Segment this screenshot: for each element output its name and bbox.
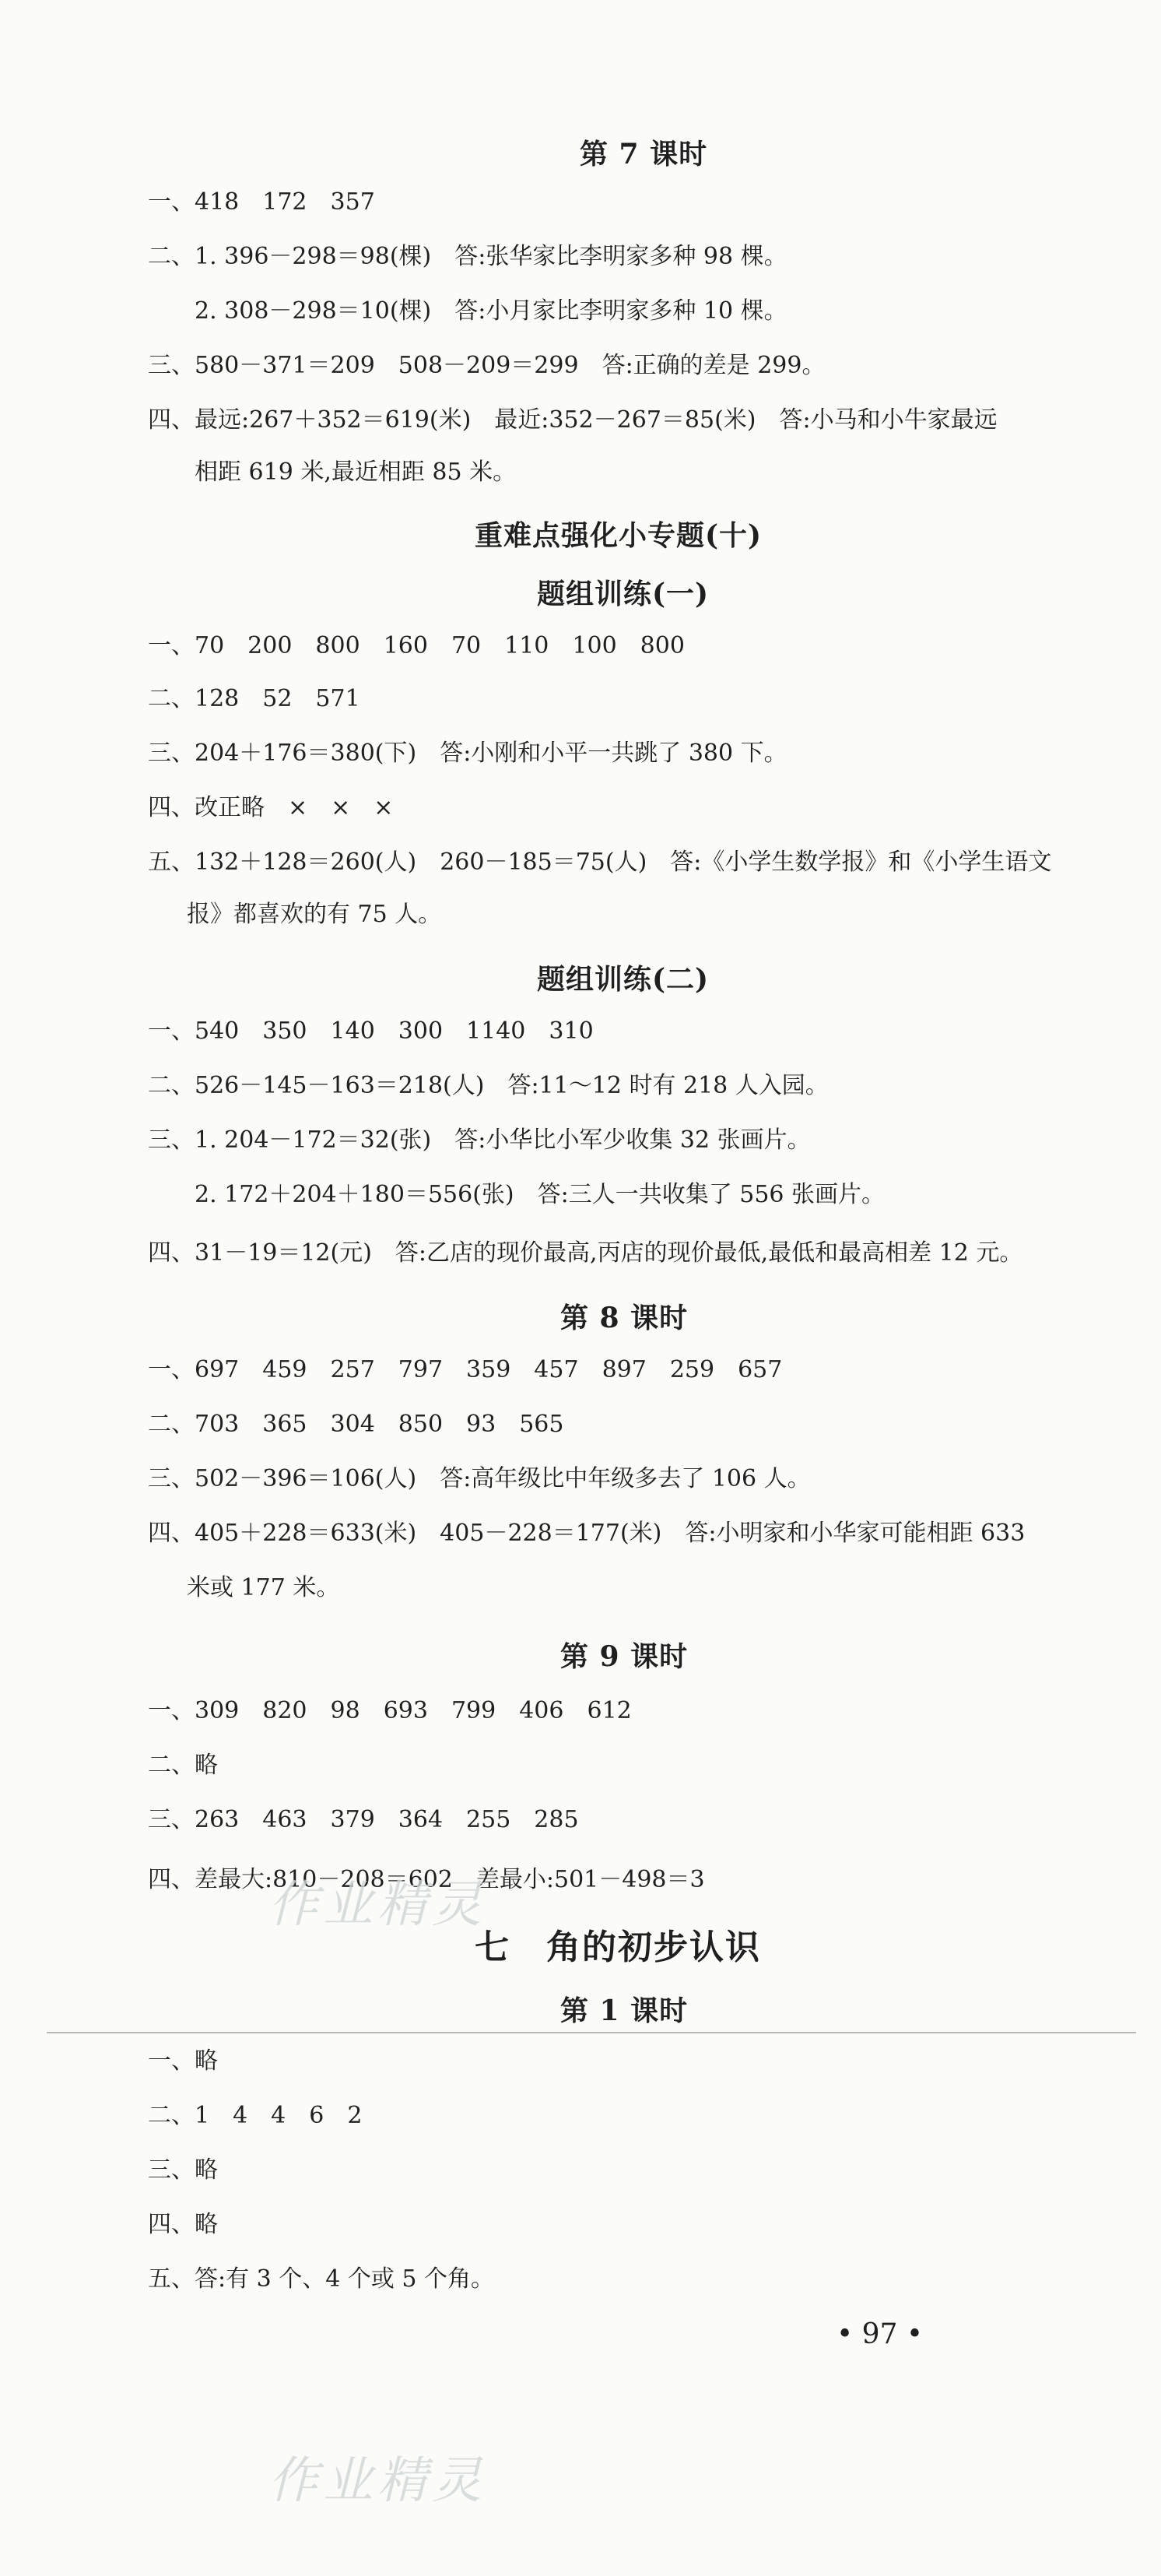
- answer-line: 五、答:有 3 个、4 个或 5 个角。: [148, 2265, 495, 2293]
- answer-line: 二、128 52 571: [148, 685, 360, 712]
- answer-line: 一、309 820 98 693 799 406 612: [148, 1697, 632, 1724]
- answer-line: 相距 619 米,最近相距 85 米。: [195, 459, 517, 486]
- section-title: 第 8 课时: [560, 1302, 689, 1334]
- answer-line: 四、31－19＝12(元) 答:乙店的现价最高,丙店的现价最低,最低和最高相差 12 元。: [148, 1239, 1023, 1267]
- answer-line: 四、改正略 × × ×: [148, 794, 394, 821]
- topic-title: 重难点强化小专题(十): [475, 519, 763, 552]
- divider: [47, 2032, 1136, 2033]
- answer-line: 一、697 459 257 797 359 457 897 259 657: [148, 1356, 783, 1383]
- watermark: 作业精灵: [268, 1876, 486, 1934]
- answer-line: 一、418 172 357: [148, 188, 375, 216]
- answer-line: 二、526－145－163＝218(人) 答:11～12 时有 218 人入园。: [148, 1072, 829, 1099]
- answer-line: 四、405＋228＝633(米) 405－228＝177(米) 答:小明家和小华家可能相距 633: [148, 1520, 1026, 1547]
- section-title: 第 1 课时: [560, 1994, 689, 2027]
- answer-line: 二、略: [148, 1752, 218, 1779]
- answer-line: 三、263 463 379 364 255 285: [148, 1806, 579, 1833]
- answer-line: 三、502－396＝106(人) 答:高年级比中年级多去了 106 人。: [148, 1465, 811, 1492]
- answer-line: 二、1 4 4 6 2: [148, 2102, 363, 2129]
- answer-line: 一、略: [148, 2047, 218, 2075]
- answer-line: 五、132＋128＝260(人) 260－185＝75(人) 答:《小学生数学报》和《小学生语文: [148, 849, 1052, 876]
- watermark: 作业精灵: [268, 2452, 486, 2510]
- answer-line: 四、差最大:810－208＝602 差最小:501－498＝3: [148, 1866, 705, 1893]
- answer-line: 三、略: [148, 2156, 218, 2184]
- section-title: 第 9 课时: [560, 1640, 689, 1673]
- answer-line: 四、略: [148, 2211, 218, 2238]
- answer-line: 2. 172＋204＋180＝556(张) 答:三人一共收集了 556 张画片。: [195, 1181, 886, 1208]
- answer-line: 二、1. 396－298＝98(棵) 答:张华家比李明家多种 98 棵。: [148, 243, 787, 270]
- answer-line: 一、540 350 140 300 1140 310: [148, 1017, 594, 1045]
- answer-line: 一、70 200 800 160 70 110 100 800: [148, 632, 685, 659]
- answer-line: 报》都喜欢的有 75 人。: [187, 901, 442, 928]
- group-title: 题组训练(二): [537, 963, 710, 996]
- answer-line: 三、204＋176＝380(下) 答:小刚和小平一共跳了 380 下。: [148, 740, 787, 767]
- answer-line: 2. 308－298＝10(棵) 答:小月家比李明家多种 10 棵。: [195, 297, 787, 325]
- chapter-title: 七 角的初步认识: [475, 1928, 761, 1967]
- answer-line: 二、703 365 304 850 93 565: [148, 1411, 564, 1438]
- answer-line: 米或 177 米。: [187, 1574, 340, 1601]
- page-number: • 97 •: [837, 2318, 924, 2350]
- answer-line: 三、1. 204－172＝32(张) 答:小华比小军少收集 32 张画片。: [148, 1126, 811, 1154]
- section-title: 第 7 课时: [580, 138, 708, 170]
- answer-line: 四、最远:267＋352＝619(米) 最近:352－267＝85(米) 答:小马和小牛家最远: [148, 406, 998, 434]
- group-title: 题组训练(一): [537, 578, 710, 610]
- answer-line: 三、580－371＝209 508－209＝299 答:正确的差是 299。: [148, 352, 826, 379]
